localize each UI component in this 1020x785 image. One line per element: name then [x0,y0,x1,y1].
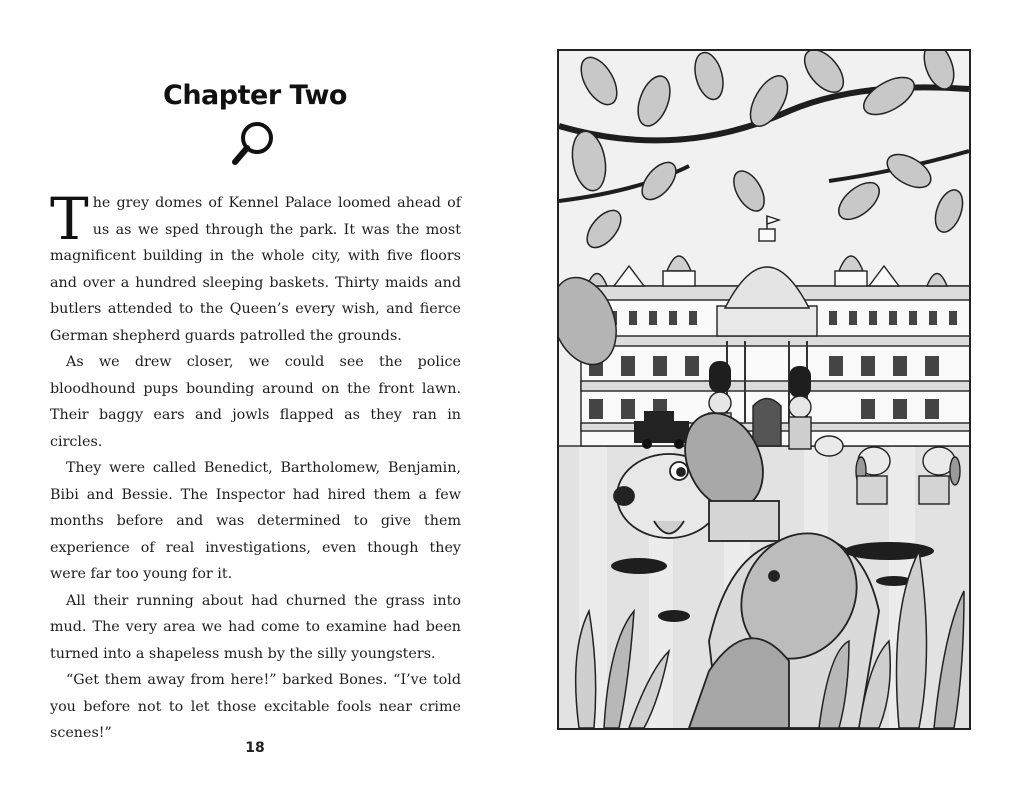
dropcap: T [50,185,89,253]
story-text [50,185,461,747]
chapter-title: Chapter Two [163,80,347,111]
paragraph: They were called Benedict, Bartholomew, Benjamin, Bibi and Bessie. The Inspector had hired them a few months before and was determined to give them experience of real investigations, even though they were far too young for it. [50,460,461,582]
magnifying-glass-icon [228,118,280,170]
palace-dogs-illustration [557,49,971,730]
page-number: 18 [245,740,265,756]
right-page [510,0,1020,785]
paragraph: “Get them away from here!” barked Bones. “I’ve told you before not to let those excitable fools near crime scenes!” [50,672,461,741]
paragraph [50,185,461,349]
paragraph: All their running about had churned the grass into mud. The very area we had come to examine had been turned into a shapeless mush by the silly youngsters. [50,592,461,662]
paragraph-text: he grey domes of Kennel Palace loomed ahead of us as we sped through the park. It was the most magnificent building in the whole city, with five floors and over a hundred sleeping baskets. Thirty maids and butlers attended to the Queen’s every wish, and fierce German shepherd guards patrolled the grounds. [50,195,461,344]
paragraph: As we drew closer, we could see the police bloodhound pups bounding around on the front lawn. Their baggy ears and jowls flapped as they ran in circles. [50,354,461,450]
